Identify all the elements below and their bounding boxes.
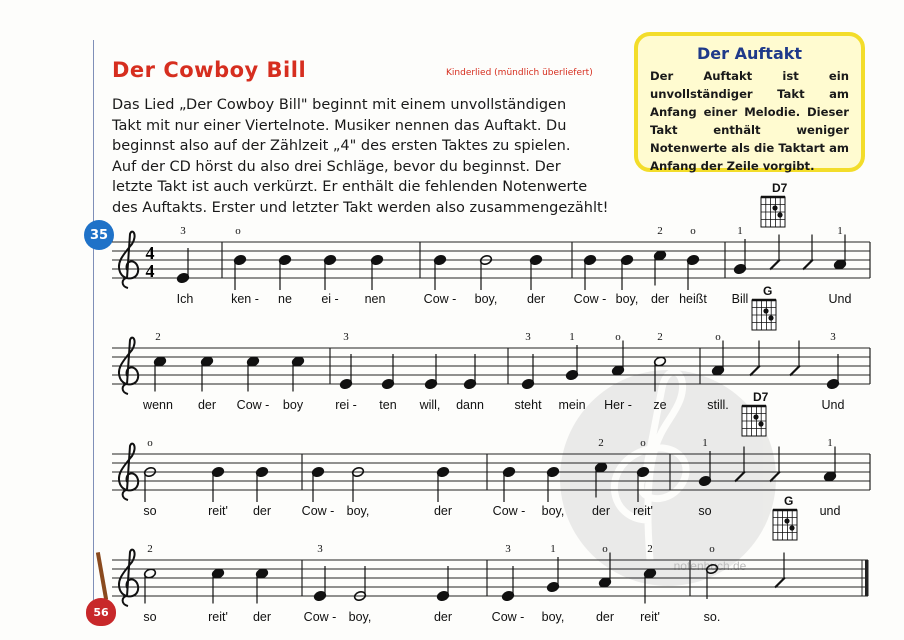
lyric-syllable: der bbox=[252, 504, 272, 518]
chord-name: D7 bbox=[772, 181, 788, 195]
fingering-number: 1 bbox=[702, 437, 708, 449]
lyric-syllable: Cow - bbox=[303, 610, 337, 624]
lyric-syllable: ne bbox=[278, 292, 292, 306]
lyric-syllable: boy, bbox=[615, 292, 639, 306]
lyric-syllable: der bbox=[526, 292, 546, 306]
lyric-syllable: so. bbox=[703, 610, 721, 624]
lyric-syllable: steht bbox=[514, 398, 542, 412]
lyric-syllable: der bbox=[197, 398, 217, 412]
staff-system-4 bbox=[112, 550, 869, 606]
lyric-syllable: Cow - bbox=[491, 610, 525, 624]
fingering-number: 2 bbox=[155, 331, 161, 343]
page-number-badge: 56 bbox=[86, 598, 116, 626]
intro-paragraph: Das Lied „Der Cowboy Bill" beginnt mit einem unvollständigen Takt mit nur einer Viertelnote. Musiker nennen das Auftakt. Du beginnst also auf der Zählzeit „4" des ersten Taktes zu spielen. Auf der CD hörst du also drei Schläge, bevor du beginnst. Der letzte Takt ist auch verkürzt. Er enthält die fehlenden Notenwerte des Auftakts. Erster und letzter Takt werden also zusammengezählt! bbox=[112, 97, 609, 216]
lyric-syllable: ei - bbox=[321, 292, 339, 306]
chord-diagram bbox=[773, 510, 797, 540]
song-subtitle: Kinderlied (mündlich überliefert) bbox=[446, 68, 593, 78]
lyric-syllable: mein bbox=[558, 398, 586, 412]
lyric-syllable: Und bbox=[821, 398, 845, 412]
final-bar-thick bbox=[865, 560, 869, 596]
slash-note bbox=[790, 366, 800, 376]
fingering-number: o bbox=[615, 331, 621, 343]
fingering-number: 3 bbox=[525, 331, 531, 343]
watermark-text: notenbuch.de bbox=[673, 559, 747, 573]
fingering-number: 1 bbox=[569, 331, 575, 343]
lyric-syllable: Cow - bbox=[301, 504, 335, 518]
fingering-number: 1 bbox=[737, 225, 743, 237]
lyric-syllable: der bbox=[433, 504, 453, 518]
fingering-number: 1 bbox=[837, 225, 843, 237]
lyric-syllable: Cow - bbox=[236, 398, 270, 412]
info-box-title: Der Auftakt bbox=[696, 44, 803, 63]
finger-dot bbox=[777, 212, 782, 217]
chord-name: G bbox=[763, 284, 773, 298]
lyric-syllable: der bbox=[252, 610, 272, 624]
slash-note bbox=[803, 260, 813, 270]
lyric-syllable: ken - bbox=[231, 292, 259, 306]
lyric-syllable: boy, bbox=[541, 610, 565, 624]
lyric-syllable: Cow - bbox=[492, 504, 526, 518]
cd-track-badge: 35 bbox=[84, 220, 114, 250]
fingering-number: 2 bbox=[657, 225, 663, 237]
finger-dot bbox=[763, 308, 768, 313]
fingering-number: o bbox=[640, 437, 646, 449]
lyric-syllable: still. bbox=[707, 398, 729, 412]
info-box-text: Der Auftakt ist ein unvollständiger Takt am Anfang einer Melodie. Dieser Takt enthält weniger Notenwerte als die Taktart am Anfang der Zeile vorgibt. bbox=[650, 69, 849, 173]
finger-dot bbox=[768, 315, 773, 320]
fingering-number: 2 bbox=[647, 543, 653, 555]
lyric-syllable: so bbox=[698, 504, 712, 518]
watermark-circle bbox=[560, 370, 776, 586]
lyric-syllable: so bbox=[143, 610, 157, 624]
lyric-syllable: der bbox=[433, 610, 453, 624]
lyric-syllable: Und bbox=[828, 292, 852, 306]
fingering-number: o bbox=[147, 437, 153, 449]
fingering-number: 3 bbox=[830, 331, 836, 343]
lyric-syllable: reit' bbox=[633, 504, 653, 518]
lyric-syllable: so bbox=[143, 504, 157, 518]
lyric-syllable: boy bbox=[282, 398, 304, 412]
fingering-number: o bbox=[235, 225, 241, 237]
lyric-syllable: heißt bbox=[679, 292, 707, 306]
time-signature-top: 4 bbox=[145, 243, 155, 263]
time-signature-bottom: 4 bbox=[145, 261, 155, 281]
lyric-syllable: reit' bbox=[208, 504, 228, 518]
lyric-syllable: Her - bbox=[604, 398, 632, 412]
lyric-syllable: Ich bbox=[176, 292, 194, 306]
fingering-number: 1 bbox=[827, 437, 833, 449]
lyric-syllable: ten bbox=[379, 398, 397, 412]
fingering-number: o bbox=[690, 225, 696, 237]
finger-dot bbox=[784, 518, 789, 523]
lyric-syllable: nen bbox=[364, 292, 386, 306]
song-title: Der Cowboy Bill bbox=[112, 58, 307, 82]
lyric-syllable: Bill bbox=[731, 292, 749, 306]
slash-note bbox=[775, 578, 785, 588]
lyric-syllable: boy, bbox=[474, 292, 498, 306]
chord-diagram bbox=[742, 406, 766, 436]
lyric-syllable: und bbox=[819, 504, 841, 518]
fingering-number: 3 bbox=[180, 225, 186, 237]
fingering-number: 2 bbox=[657, 331, 663, 343]
lyric-syllable: der bbox=[650, 292, 670, 306]
fingering-number: 1 bbox=[550, 543, 556, 555]
fingering-number: 3 bbox=[343, 331, 349, 343]
watermark bbox=[560, 370, 776, 586]
chord-name: G bbox=[784, 494, 794, 508]
slash-note bbox=[770, 260, 780, 270]
finger-dot bbox=[758, 421, 763, 426]
fingering-number: o bbox=[709, 543, 715, 555]
slash-note bbox=[750, 366, 760, 376]
lyric-syllable: boy, bbox=[348, 610, 372, 624]
fingering-number: 2 bbox=[147, 543, 153, 555]
staff-system-2 bbox=[112, 338, 870, 394]
chord-diagram bbox=[752, 300, 776, 330]
lyric-syllable: reit' bbox=[640, 610, 660, 624]
lyric-syllable: rei - bbox=[335, 398, 357, 412]
lyric-syllable: reit' bbox=[208, 610, 228, 624]
lyric-syllable: Cow - bbox=[573, 292, 607, 306]
fingering-number: 2 bbox=[598, 437, 604, 449]
lyric-syllable: wenn bbox=[143, 398, 173, 412]
lyric-syllable: boy, bbox=[541, 504, 565, 518]
finger-dot bbox=[772, 205, 777, 210]
lyric-syllable: der bbox=[591, 504, 611, 518]
lyric-syllable: Cow - bbox=[423, 292, 457, 306]
chord-name: D7 bbox=[753, 390, 769, 404]
chord-diagram bbox=[761, 197, 785, 227]
lyric-syllable: dann bbox=[456, 398, 484, 412]
lyric-syllable: will, bbox=[419, 398, 441, 412]
fingering-number: o bbox=[715, 331, 721, 343]
staff-system-1 bbox=[112, 232, 870, 290]
finger-dot bbox=[789, 525, 794, 530]
lyric-syllable: der bbox=[595, 610, 615, 624]
fingering-number: o bbox=[602, 543, 608, 555]
fingering-number: 3 bbox=[505, 543, 511, 555]
lyric-syllable: ze bbox=[653, 398, 667, 412]
lyric-syllable: boy, bbox=[346, 504, 370, 518]
fingering-number: 3 bbox=[317, 543, 323, 555]
finger-dot bbox=[753, 414, 758, 419]
